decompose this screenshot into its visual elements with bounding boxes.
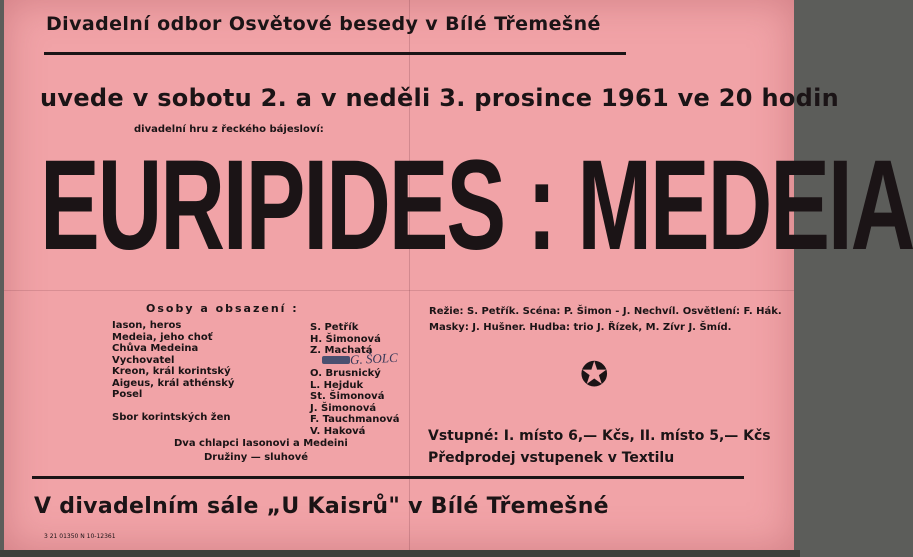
play-title: EURIPIDES : MEDEIA <box>40 134 913 277</box>
bottom-rule <box>32 476 744 479</box>
actor-item: L. Hejduk <box>310 379 364 391</box>
star-icon: ✪ <box>580 355 609 395</box>
crossed-out-name <box>322 356 350 364</box>
printer-note: 3 21 01350 N 10-12361 <box>44 533 116 540</box>
venue-line: V divadelním sále „U Kaisrů" v Bílé Třemešné <box>34 494 609 519</box>
performance-date: uvede v sobotu 2. a v neděli 3. prosince 1961 ve 20 hodin <box>40 84 840 112</box>
cast-heading: Osoby a obsazení : <box>146 302 299 315</box>
roles-list <box>112 320 234 424</box>
actor-item: H. Šimonová <box>310 333 381 345</box>
actor-item: St. Šimonová <box>310 391 385 402</box>
actor-item: J. Šimonová <box>310 402 377 414</box>
top-rule <box>44 52 626 55</box>
note-entourage: Družiny — sluhové <box>204 452 308 463</box>
organizer-heading: Divadelní odbor Osvětové besedy v Bílé Třemešné <box>46 13 601 35</box>
credits-line-1: Režie: S. Petřík. Scéna: P. Šimon - J. Nechvíl. Osvětlení: F. Hák. <box>429 306 782 317</box>
note-children: Dva chlapci Iasonovi a Medeini <box>174 438 348 449</box>
role-item: Aigeus, král athénský <box>112 377 235 389</box>
role-item: Chůva Medeina <box>112 343 199 354</box>
actor-item: O. Brusnický <box>310 368 381 379</box>
role-item: Sbor korintských žen <box>112 412 231 423</box>
role-item: Vychovatel <box>112 354 175 366</box>
role-item: Posel <box>112 389 143 400</box>
actor-item: S. Petřík <box>310 322 359 333</box>
ticket-prices: Vstupné: I. místo 6,— Kčs, II. místo 5,— Kčs <box>428 428 771 444</box>
role-item: Kreon, král korintský <box>112 366 231 377</box>
role-item <box>112 401 234 413</box>
role-item: Medeia, jeho choť <box>112 331 213 343</box>
background-edge <box>0 550 800 557</box>
play-subtitle: divadelní hru z řeckého bájesloví: <box>134 124 324 135</box>
role-item: Iason, heros <box>112 320 182 331</box>
actor-item: V. Haková <box>310 425 366 437</box>
actors-list <box>310 322 400 437</box>
handwritten-note: G. ŠOLC <box>349 349 399 368</box>
theatre-poster <box>4 0 913 550</box>
credits-line-2: Masky: J. Hušner. Hudba: trio J. Řízek, M. Zívr J. Šmíd. <box>429 322 732 333</box>
actor-item: Z. Machatá <box>310 345 373 356</box>
actor-item: F. Tauchmanová <box>310 414 400 425</box>
fold-line-horizontal <box>4 290 794 291</box>
presale-info: Předprodej vstupenek v Textilu <box>428 450 675 466</box>
